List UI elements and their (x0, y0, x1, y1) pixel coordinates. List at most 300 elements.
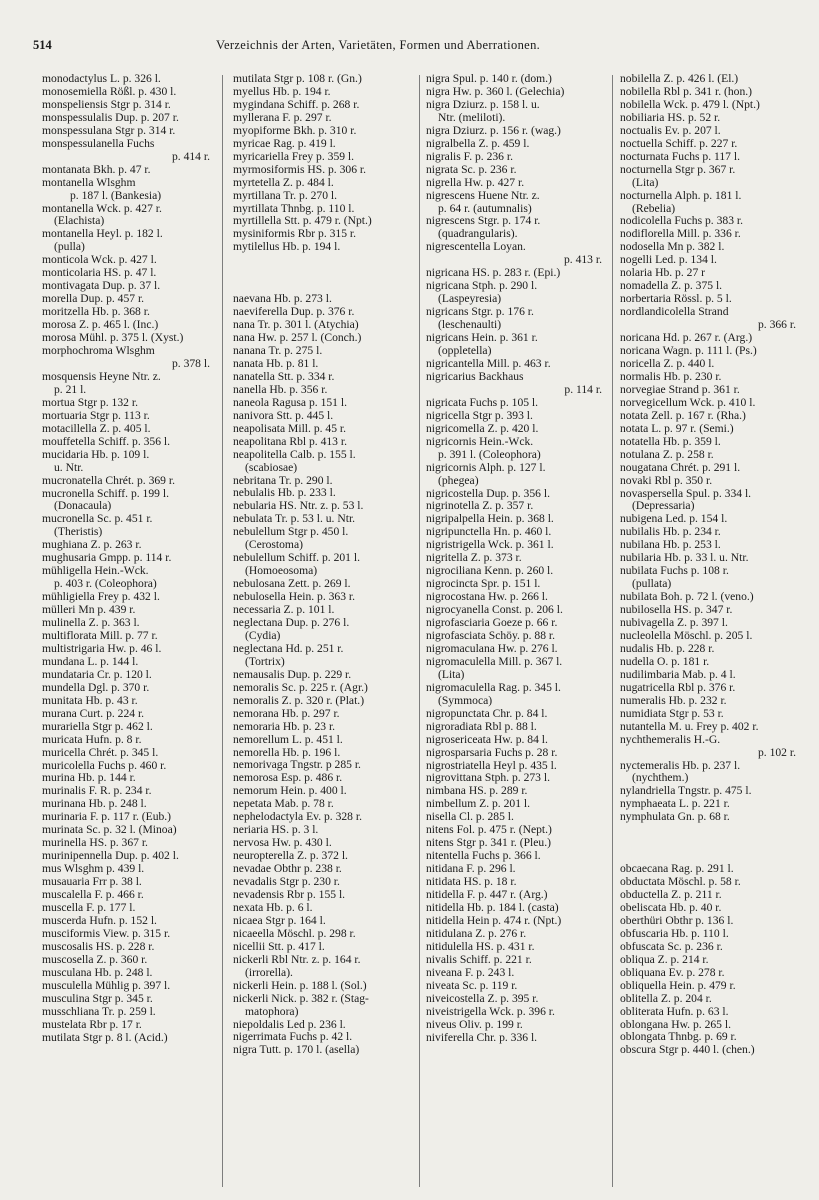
index-entry-line: (Donacaula) (54, 500, 112, 513)
index-entry-line: muricata Hufn. p. 8 r. (42, 733, 142, 746)
index-entry-line: nevadensis Rbr p. 155 l. (233, 889, 346, 901)
index-entry-line: nogelli Led. p. 134 l. (620, 254, 717, 267)
index-entry-line: nigrosericeata Hw. p. 84 l. (426, 733, 548, 746)
index-entry-line: (Cerostoma) (245, 539, 303, 552)
index-entry-line: p. 378 l. (171, 357, 210, 370)
index-entry-line: (Homoeosoma) (245, 565, 318, 578)
index-entry-line: nexata Hb. p. 6 l. (233, 901, 313, 914)
index-entry-line: musauaria Frr p. 38 l. (42, 876, 142, 889)
index-entry-line: nimbana HS. p. 289 r. (426, 785, 528, 798)
index-entry-line: (oppletella) (438, 345, 492, 358)
index-entry-line: nanivora Stt. p. 445 l. (233, 409, 334, 422)
index-entry-line: nubilaria Hb. p. 33 l. u. Ntr. (620, 552, 749, 565)
index-entry-line: obscura Stgr p. 440 l. (chen.) (620, 1044, 755, 1057)
index-entry-line: morella Dup. p. 457 r. (42, 293, 145, 306)
index-entry-line: oblongata Thnbg. p. 69 r. (620, 1031, 737, 1044)
index-entry-line: (leschenaulti) (438, 319, 502, 332)
index-entry-line: neapolisata Mill. p. 45 r. (233, 422, 347, 435)
index-entry-line: p. 391 l. (Coleophora) (438, 448, 541, 461)
index-entry-line: p. 366 r. (757, 319, 796, 332)
index-entry-line: noctuella Schiff. p. 227 r. (620, 137, 738, 150)
index-entry-line: neuropterella Z. p. 372 l. (233, 850, 348, 863)
index-entry-line: nitidulana Z. p. 276 r. (426, 927, 527, 940)
index-entry-line: nebularia HS. Ntr. z. p. 53 l. (233, 500, 364, 513)
index-entry-line: oblitella Z. p. 204 r. (620, 992, 712, 1005)
index-entry-line: (Elachista) (54, 215, 105, 228)
index-entry-line: obfuscata Sc. p. 236 r. (620, 940, 723, 953)
index-entry-line: nigromaculella Mill. p. 367 l. (426, 655, 563, 668)
index-entry-line: noricana Wagn. p. 111 l. (Ps.) (620, 345, 757, 358)
index-entry-line: nudella O. p. 181 r. (620, 655, 710, 668)
index-entry-line: nigrofasciaria Goeze p. 66 r. (426, 617, 558, 630)
index-entry-line: nymphulata Gn. p. 68 r. (620, 811, 730, 824)
index-entry-line: nickerli Rbl Ntr. z. p. 164 r. (233, 953, 361, 966)
index-entry-line: nubilata Boh. p. 72 l. (veno.) (620, 591, 754, 604)
index-entry-line: myellus Hb. p. 194 r. (233, 85, 331, 98)
index-entry-line: obliqua Z. p. 214 r. (620, 953, 709, 966)
index-entry-line: nigropunctata Chr. p. 84 l. (426, 707, 548, 720)
index-entry-line: nigricans Hein. p. 361 r. (426, 332, 538, 345)
index-entry-line: nebulalis Hb. p. 233 l. (233, 487, 336, 500)
index-entry-line: nigra Spul. p. 140 r. (dom.) (426, 73, 552, 85)
index-entry-line: monodactylus L. p. 326 l. (42, 73, 161, 85)
index-entry-line: mucronella Sc. p. 451 r. (42, 513, 153, 526)
index-entry-line: musculana Hb. p. 248 l. (42, 966, 153, 979)
index-entry-line: nigrescens Huene Ntr. z. (426, 189, 540, 202)
index-entry-line: novaspersella Spul. p. 334 l. (620, 487, 752, 500)
index-entry-line: nocturnata Fuchs p. 117 l. (620, 150, 740, 163)
index-entry-line: nivalis Schiff. p. 221 r. (426, 953, 532, 966)
index-entry-line: mysiniformis Rbr p. 315 r. (233, 228, 357, 241)
page-header (0, 38, 819, 58)
index-entry-line: mülleri Mn p. 439 r. (42, 604, 136, 617)
index-entry-line: nigra Hw. p. 360 l. (Gelechia) (426, 85, 565, 98)
index-entry-line: matophora) (245, 1005, 299, 1018)
index-entry-line: nodicolella Fuchs p. 383 r. (620, 215, 744, 228)
index-entry-line: nigricornis Hein.-Wck. (426, 435, 534, 448)
index-entry-line: niveus Oliv. p. 199 r. (426, 1018, 523, 1031)
index-entry-line: nyctemeralis Hb. p. 237 l. (620, 759, 741, 772)
section-gap (233, 280, 413, 293)
index-entry-line: nigricantella Mill. p. 463 r. (426, 357, 551, 370)
index-entry-line: nanana Tr. p. 275 l. (233, 344, 323, 357)
index-entry-line: nucleolella Möschl. p. 205 l. (620, 629, 753, 642)
index-entry-line: p. 102 r. (757, 746, 796, 759)
index-entry-line: nemoralis Z. p. 320 r. (Plat.) (233, 694, 365, 707)
index-entry-line: oberthüri Obthr p. 136 l. (620, 914, 734, 927)
index-entry-line: nigrescens Stgr. p. 174 r. (426, 215, 541, 228)
index-entry-line: (phegea) (438, 474, 479, 487)
index-entry-line: musculina Stgr p. 345 r. (42, 992, 153, 1005)
index-entry-line: (nychthem.) (632, 772, 689, 785)
index-entry-line: monticola Wck. p. 427 l. (42, 254, 157, 267)
index-entry-line: nubilata Fuchs p. 108 r. (620, 565, 729, 578)
running-title: Verzeichnis der Arten, Varietäten, Formen und Aberrationen. (216, 38, 541, 52)
index-entry-line: nocturnella Alph. p. 181 l. (620, 189, 742, 202)
index-entry-line: nudilimbaria Mab. p. 4 l. (620, 668, 736, 681)
index-entry-line: Ntr. (meliloti). (438, 111, 506, 124)
index-entry-line: montanella Wlsghm (42, 176, 136, 189)
index-entry-line: mühligella Hein.-Wck. (42, 565, 149, 578)
index-entry-line: nomadella Z. p. 375 l. (620, 280, 723, 293)
index-entry-line: mustelata Rbr p. 17 r. (42, 1018, 142, 1031)
index-entry-line: nugatricella Rbl p. 376 r. (620, 681, 736, 694)
index-entry-line: mughusaria Gmpp. p. 114 r. (42, 552, 172, 565)
index-entry-line: nigricornis Alph. p. 127 l. (426, 461, 546, 474)
index-entry-line: nobilella Wck. p. 479 l. (Npt.) (620, 98, 760, 111)
index-entry-line: noricella Z. p. 440 l. (620, 357, 715, 370)
index-entry-line: nigripalpella Hein. p. 368 l. (426, 513, 554, 526)
index-entry-line: notata Zell. p. 167 r. (Rha.) (620, 409, 746, 422)
index-entry-line: nordlandicolella Strand (620, 306, 729, 319)
index-entry-line: p. 114 r. (564, 383, 602, 396)
index-entry-line: nigrinotella Z. p. 357 r. (426, 500, 534, 513)
index-entry-line: nigromaculana Hw. p. 276 l. (426, 642, 558, 655)
index-entry-line: numidiata Stgr p. 53 r. (620, 707, 724, 720)
index-entry-line: obliquana Ev. p. 278 r. (620, 966, 725, 979)
index-entry-line: nephelodactyla Ev. p. 328 r. (233, 811, 362, 824)
index-entry-line: (scabiosae) (245, 461, 298, 474)
index-entry-line: montanella Heyl. p. 182 l. (42, 228, 163, 241)
index-entry-line: muricolella Fuchs p. 460 r. (42, 759, 167, 772)
index-entry-line: (pulla) (54, 241, 85, 254)
index-entry-line: naevana Hb. p. 273 l. (233, 293, 332, 306)
index-entry-line: nevadalis Stgr p. 230 r. (233, 876, 340, 889)
index-entry-line: nigroradiata Rbl p. 88 l. (426, 720, 537, 733)
index-entry-line: mühligiella Frey p. 432 l. (42, 591, 160, 604)
index-entry-line: munitata Hb. p. 43 r. (42, 694, 138, 707)
index-entry-line: murinipennella Dup. p. 402 l. (42, 850, 179, 863)
index-entry-line: niviferella Chr. p. 336 l. (426, 1031, 538, 1044)
index-entry-line: nanata Hb. p. 81 l. (233, 357, 319, 370)
index-entry-line: nemoralis Sc. p. 225 r. (Agr.) (233, 681, 368, 694)
index-entry-line: nitidata HS. p. 18 r. (426, 876, 517, 889)
index-entry-line: p. 187 l. (Bankesia) (70, 189, 162, 202)
index-entry-line: nodosella Mn p. 382 l. (620, 241, 725, 254)
index-entry-line: nigricomella Z. p. 420 l. (426, 422, 539, 435)
section-gap (620, 837, 800, 850)
index-entry-line: nevadae Obthr p. 238 r. (233, 863, 342, 876)
index-entry-line: (Cydia) (245, 629, 281, 642)
index-entry-line: monspessulanella Fuchs (42, 137, 155, 150)
index-entry-line: nemorana Hb. p. 297 r. (233, 707, 340, 720)
index-entry-line: nigromaculella Rag. p. 345 l. (426, 681, 561, 694)
index-entry-line: nigrocostana Hw. p. 266 l. (426, 591, 548, 604)
index-entry-line: muscerda Hufn. p. 152 l. (42, 914, 157, 927)
index-entry-line: montanata Bkh. p. 47 r. (42, 163, 151, 176)
index-entry-line: nubilosella HS. p. 347 r. (620, 604, 733, 617)
index-entry-line: neapolitana Rbl p. 413 r. (233, 435, 347, 448)
index-entry-line: nigra Tutt. p. 170 l. (asella) (233, 1044, 360, 1057)
index-entry-line: musschliana Tr. p. 259 l. (42, 1005, 156, 1018)
index-entry-line: morosa Z. p. 465 l. (Inc.) (42, 319, 159, 332)
index-entry-line: nebulellum Stgr p. 450 l. (233, 526, 349, 539)
index-entry-line: p. 413 r. (563, 254, 602, 267)
index-entry-line: mundataria Cr. p. 120 l. (42, 668, 152, 681)
column-divider (419, 75, 420, 1187)
column-divider (222, 75, 223, 1187)
index-entry-line: nitidella Hein p. 474 r. (Npt.) (426, 914, 562, 927)
index-entry-line: mucidaria Hb. p. 109 l. (42, 448, 150, 461)
index-entry-line: mucronatella Chrét. p. 369 r. (42, 474, 175, 487)
index-entry-line: nylandriella Tngstr. p. 475 l. (620, 785, 752, 798)
index-entry-line: neapolitella Calb. p. 155 l. (233, 448, 356, 461)
index-entry-line: monspessulana Stgr p. 314 r. (42, 124, 176, 137)
index-entry-line: p. 21 l. (54, 383, 87, 396)
index-entry-line: nigricostella Dup. p. 356 l. (426, 487, 550, 500)
index-entry-line: niveicostella Z. p. 395 r. (426, 992, 539, 1005)
index-entry-line: nitentella Fuchs p. 366 l. (426, 850, 541, 863)
index-entry-line: neglectana Dup. p. 276 l. (233, 616, 350, 629)
index-entry-line: mutilata Stgr p. 108 r. (Gn.) (233, 73, 362, 85)
index-entry-line: nanella Hb. p. 356 r. (233, 383, 328, 396)
index-entry-line: nicellii Stt. p. 417 l. (233, 940, 325, 953)
index-entry-line: nitidella F. p. 447 r. (Arg.) (426, 889, 548, 902)
index-entry-line: (Tortrix) (245, 655, 285, 668)
index-entry-line: nepetata Mab. p. 78 r. (233, 798, 334, 811)
index-entry-line: nigra Dziurz. p. 158 l. u. (426, 98, 540, 111)
index-entry-line: naeviferella Dup. p. 376 r. (233, 306, 355, 319)
index-entry-line: noricana Hd. p. 267 r. (Arg.) (620, 332, 753, 345)
index-entry-line: nemausalis Dup. p. 229 r. (233, 668, 352, 681)
index-entry-line: notatella Hb. p. 359 l. (620, 435, 721, 448)
index-entry-line: nemorella Hb. p. 196 l. (233, 746, 341, 759)
index-entry-line: obductata Möschl. p. 58 r. (620, 876, 741, 889)
index-entry-line: nubilana Hb. p. 253 l. (620, 539, 721, 552)
index-entry-line: nemoraria Hb. p. 23 r. (233, 720, 336, 733)
index-entry-line: nymphaeata L. p. 221 r. (620, 798, 730, 811)
section-gap (620, 850, 800, 863)
index-entry-line: nocturnella Stgr p. 367 r. (620, 163, 736, 176)
index-entry-line: obductella Z. p. 211 r. (620, 889, 722, 901)
index-entry-line: nigrata Sc. p. 236 r. (426, 163, 517, 176)
index-entry-line: nigricarius Backhaus (426, 370, 524, 383)
index-entry-line: nobiliaria HS. p. 52 r. (620, 111, 721, 124)
index-entry-line: mundella Dgl. p. 370 r. (42, 681, 150, 694)
index-entry-line: niveistrigella Wck. p. 396 r. (426, 1005, 555, 1018)
index-entry-line: mygindana Schiff. p. 268 r. (233, 98, 360, 111)
index-column-2 (233, 73, 413, 1191)
index-entry-line: montivagata Dup. p. 37 l. (42, 280, 161, 293)
index-entry-line: nigricella Stgr p. 393 l. (426, 409, 533, 422)
index-entry-line: nitidulella HS. p. 431 r. (426, 940, 535, 953)
index-entry-line: nigritella Z. p. 373 r. (426, 552, 522, 565)
index-entry-line: muscosalis HS. p. 228 r. (42, 940, 155, 953)
index-entry-line: mutilata Stgr p. 8 l. (Acid.) (42, 1031, 168, 1044)
index-entry-line: (irrorella). (245, 966, 293, 979)
index-entry-line: morosa Mühl. p. 375 l. (Xyst.) (42, 332, 184, 345)
index-entry-line: nigrostriatella Heyl p. 435 l. (426, 759, 557, 772)
index-entry-line: monticolaria HS. p. 47 l. (42, 267, 157, 280)
index-entry-line: u. Ntr. (54, 461, 84, 474)
index-entry-line: muscosella Z. p. 360 r. (42, 953, 148, 966)
index-entry-line: murariella Stgr p. 462 l. (42, 720, 153, 733)
index-entry-line: obliterata Hufn. p. 63 l. (620, 1005, 729, 1018)
index-entry-line: myopiforme Bkh. p. 310 r. (233, 124, 357, 137)
index-entry-line: nigralis F. p. 236 r. (426, 150, 513, 163)
index-column-1 (42, 73, 214, 1191)
index-entry-line: nigrofasciata Schöy. p. 88 r. (426, 629, 556, 642)
index-entry-line: nana Tr. p. 301 l. (Atychia) (233, 319, 359, 332)
index-entry-line: nemorellum L. p. 451 l. (233, 733, 343, 746)
index-entry-line: nubivagella Z. p. 397 l. (620, 617, 728, 630)
index-entry-line: nubigena Led. p. 154 l. (620, 513, 728, 526)
index-entry-line: nana Hw. p. 257 l. (Conch.) (233, 332, 362, 345)
index-entry-line: murina Hb. p. 144 r. (42, 772, 136, 785)
section-gap (233, 267, 413, 280)
index-entry-line: murana Curt. p. 224 r. (42, 707, 145, 720)
index-entry-line: mortua Stgr p. 132 r. (42, 396, 138, 409)
index-entry-line: myllerana F. p. 297 r. (233, 111, 332, 124)
index-entry-line: muscella F. p. 177 l. (42, 902, 136, 914)
index-entry-line: nitens Fol. p. 475 r. (Nept.) (426, 824, 552, 837)
index-entry-line: nickerli Nick. p. 382 r. (Stag- (233, 992, 369, 1005)
index-entry-line: (Theristis) (54, 526, 103, 539)
index-entry-line: musciformis View. p. 315 r. (42, 927, 171, 940)
index-entry-line: murinella HS. p. 367 r. (42, 837, 148, 850)
column-divider (612, 75, 613, 1187)
index-entry-line: niveana F. p. 243 l. (426, 966, 515, 979)
index-entry-line: neglectana Hd. p. 251 r. (233, 642, 344, 655)
index-entry-line: mytilellus Hb. p. 194 l. (233, 241, 341, 254)
index-entry-line: oblongana Hw. p. 265 l. (620, 1018, 731, 1031)
index-entry-line: nigerrimata Fuchs p. 42 l. (233, 1031, 353, 1044)
index-entry-line: nodiflorella Mill. p. 336 r. (620, 228, 741, 241)
index-entry-line: nigrovittana Stph. p. 273 l. (426, 772, 550, 785)
index-entry-line: motacillella Z. p. 405 l. (42, 422, 151, 435)
index-entry-line: (Lita) (438, 668, 465, 681)
index-entry-line: neriaria HS. p. 3 l. (233, 824, 319, 837)
section-gap (233, 254, 413, 267)
index-entry-line: nigricans Stgr. p. 176 r. (426, 306, 534, 319)
index-entry-line: monspeliensis Stgr p. 314 r. (42, 98, 171, 111)
index-entry-line: nigricana Stph. p. 290 l. (426, 280, 538, 293)
index-entry-line: mosquensis Heyne Ntr. z. (42, 370, 161, 383)
index-entry-line: (Lita) (632, 176, 659, 189)
index-entry-line: mundana L. p. 144 l. (42, 655, 139, 668)
index-entry-line: murinalis F. R. p. 234 r. (42, 785, 152, 798)
index-column-4 (620, 73, 800, 1191)
index-entry-line: myrtillana Tr. p. 270 l. (233, 189, 338, 202)
index-entry-line: nobilella Z. p. 426 l. (El.) (620, 73, 739, 85)
index-entry-line: obfuscaria Hb. p. 110 l. (620, 927, 729, 940)
index-entry-line: nitidana F. p. 296 l. (426, 863, 516, 876)
index-entry-line: notulana Z. p. 258 r. (620, 448, 714, 461)
index-entry-line: niepoldalis Led p. 236 l. (233, 1018, 346, 1031)
index-entry-line: muscalella F. p. 466 r. (42, 889, 144, 902)
index-entry-line: nicaea Stgr p. 164 l. (233, 914, 326, 927)
index-entry-line: myrmosiformis HS. p. 306 r. (233, 163, 367, 176)
index-entry-line: nebulata Tr. p. 53 l. u. Ntr. (233, 513, 356, 526)
index-entry-line: norvegicellum Wck. p. 410 l. (620, 396, 756, 409)
index-entry-line: mulinella Z. p. 363 l. (42, 617, 140, 630)
index-entry-line: obliquella Hein. p. 479 r. (620, 979, 736, 992)
index-entry-line: nigrocincta Spr. p. 151 l. (426, 578, 541, 591)
index-entry-line: nitidella Hb. p. 184 l. (casta) (426, 902, 559, 914)
index-entry-line: nigrescentella Loyan. (426, 241, 526, 254)
index-entry-line: nigralbella Z. p. 459 l. (426, 137, 530, 150)
index-entry-line: myrtillella Stt. p. 479 r. (Npt.) (233, 215, 372, 228)
index-entry-line: multistrigaria Hw. p. 46 l. (42, 642, 162, 655)
index-entry-line: nolaria Hb. p. 27 r (620, 267, 706, 280)
index-entry-line: nubilalis Hb. p. 234 r. (620, 526, 721, 539)
index-entry-line: nigrocyanella Const. p. 206 l. (426, 604, 563, 617)
index-entry-line: murinata Sc. p. 32 l. (Minoa) (42, 824, 177, 837)
index-entry-line: nisella Cl. p. 285 l. (426, 811, 514, 824)
index-entry-line: myricae Rag. p. 419 l. (233, 137, 336, 150)
index-entry-line: (pullata) (632, 578, 672, 591)
index-entry-line: myrtillata Thnbg. p. 110 l. (233, 202, 355, 215)
index-entry-line: mus Wlsghm p. 439 l. (42, 863, 145, 876)
index-column-3 (426, 73, 606, 1191)
index-entry-line: morphochroma Wlsghm (42, 345, 155, 358)
index-entry-line: (Depressaria) (632, 500, 695, 513)
index-entry-line: (Symmoca) (438, 694, 493, 707)
index-entry-line: obcaecana Rag. p. 291 l. (620, 863, 734, 876)
index-entry-line: multiflorata Mill. p. 77 r. (42, 629, 158, 642)
index-entry-line: nickerli Hein. p. 188 l. (Sol.) (233, 979, 367, 992)
index-entry-line: (Laspeyresia) (438, 293, 502, 306)
index-entry-line: muricella Chrét. p. 345 l. (42, 746, 159, 759)
index-entry-line: novaki Rbl p. 350 r. (620, 474, 713, 487)
index-entry-line: normalis Hb. p. 230 r. (620, 370, 722, 383)
index-entry-line: mughiana Z. p. 263 r. (42, 539, 142, 552)
index-entry-line: nigristrigella Wck. p. 361 l. (426, 539, 554, 552)
index-entry-line: nudalis Hb. p. 228 r. (620, 642, 715, 655)
index-entry-line: nutantella M. u. Frey p. 402 r. (620, 720, 759, 733)
index-entry-line: nobilella Rbl p. 341 r. (hon.) (620, 85, 753, 98)
index-entry-line: obeliscata Hb. p. 40 r. (620, 901, 722, 914)
index-entry-line: monspessulalis Dup. p. 207 r. (42, 111, 179, 124)
index-entry-line: nychthemeralis H.-G. (620, 733, 721, 746)
index-entry-line: montanella Wck. p. 427 r. (42, 202, 162, 215)
index-entry-line: nigricata Fuchs p. 105 l. (426, 396, 539, 409)
index-entry-line: nervosa Hw. p. 430 l. (233, 837, 332, 850)
index-entry-line: mortuaria Stgr p. 113 r. (42, 409, 150, 422)
index-entry-line: p. 414 r. (171, 150, 210, 163)
page-number: 514 (33, 38, 52, 52)
index-entry-line: moritzella Hb. p. 368 r. (42, 306, 150, 319)
index-entry-line: nebulosana Zett. p. 269 l. (233, 578, 351, 591)
index-entry-line: notata L. p. 97 r. (Semi.) (620, 422, 734, 435)
index-entry-line: mucronella Schiff. p. 199 l. (42, 487, 169, 500)
index-entry-line: nebulosella Hein. p. 363 r. (233, 591, 356, 604)
index-entry-line: nebulellum Schiff. p. 201 l. (233, 552, 360, 565)
index-entry-line: p. 403 r. (Coleophora) (54, 578, 157, 591)
index-entry-line: nebritana Tr. p. 290 l. (233, 474, 333, 487)
index-entry-line: monosemiella Rößl. p. 430 l. (42, 85, 177, 98)
index-entry-line: numeralis Hb. p. 232 r. (620, 694, 727, 707)
section-gap (620, 824, 800, 837)
index-entry-line: p. 64 r. (autumnalis) (438, 202, 532, 215)
index-entry-line: norbertaria Rössl. p. 5 l. (620, 293, 732, 306)
index-entry-line: murinaria F. p. 117 r. (Eub.) (42, 811, 172, 824)
index-entry-line: mouffetella Schiff. p. 356 l. (42, 435, 171, 448)
index-entry-line: necessaria Z. p. 101 l. (233, 604, 335, 617)
index-entry-line: nimbellum Z. p. 201 l. (426, 798, 531, 811)
index-entry-line: nigrosparsaria Fuchs p. 28 r. (426, 746, 558, 759)
index-entry-line: nigrociliana Kenn. p. 260 l. (426, 565, 554, 578)
index-entry-line: niveata Sc. p. 119 r. (426, 979, 518, 992)
index-entry-line: musculella Mühlig p. 397 l. (42, 979, 171, 992)
index-entry-line: (quadrangularis). (438, 228, 518, 241)
index-entry-line: murinana Hb. p. 248 l. (42, 798, 147, 811)
index-entry-line: nemorosa Esp. p. 486 r. (233, 772, 343, 785)
index-entry-line: myrtetella Z. p. 484 l. (233, 176, 334, 189)
index-entry-line: noctualis Ev. p. 207 l. (620, 124, 721, 137)
index-entry-line: nicaeella Möschl. p. 298 r. (233, 927, 356, 940)
index-entry-line: (Rebelia) (632, 202, 676, 215)
